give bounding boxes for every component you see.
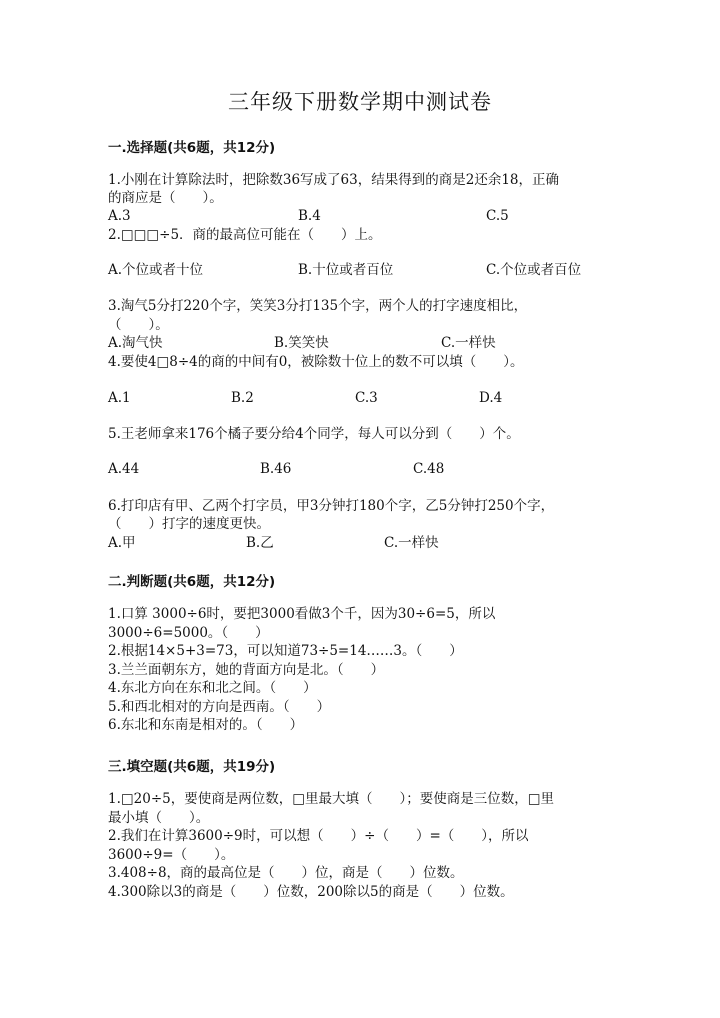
section-header-fill-in: 三.填空题(共6题，共19分) (108, 759, 276, 775)
question-text: 的商应是（ ）。 (108, 190, 223, 206)
option-a: A.淘气快 (108, 335, 163, 351)
question-text: 5.王老师拿来176个橘子要分给4个同学，每人可以分到（ ）个。 (108, 426, 520, 442)
question-text: 3000÷6=5000。（ ） (108, 625, 269, 641)
option-b: B.乙 (246, 535, 274, 551)
option-c: C.5 (486, 208, 509, 224)
option-b: B.笑笑快 (274, 335, 329, 351)
question-text: 2.根据14×5+3=73，可以知道73÷5=14……3。（ ） (108, 643, 463, 659)
question-text: 3.淘气5分打220个字，笑笑3分打135个字，两个人的打字速度相比， (108, 298, 528, 314)
option-c: C.48 (413, 461, 445, 477)
option-b: B.2 (231, 390, 254, 406)
question-text: 4.东北方向在东和北之间。（ ） (108, 680, 317, 696)
option-a: A.44 (108, 461, 140, 477)
option-a: A.3 (108, 208, 131, 224)
page-title: 三年级下册数学期中测试卷 (228, 90, 492, 114)
question-text: 6.打印店有甲、乙两个打字员，甲3分钟打180个字，乙5分钟打250个字， (108, 498, 555, 514)
question-text: 2.□□□÷5．商的最高位可能在（ ）上。 (108, 227, 382, 243)
question-text: 1.口算 3000÷6时，要把3000看做3个千，因为30÷6=5，所以 (108, 606, 496, 622)
question-text: 4.300除以3的商是（ ）位数，200除以5的商是（ ）位数。 (108, 884, 514, 900)
question-text: 5.和西北相对的方向是西南。（ ） (108, 699, 331, 715)
option-b: B.十位或者百位 (298, 262, 394, 278)
option-c: C.一样快 (384, 535, 439, 551)
option-c: C.个位或者百位 (486, 262, 582, 278)
option-c: C.一样快 (441, 335, 496, 351)
option-b: B.4 (298, 208, 321, 224)
question-text: 2.我们在计算3600÷9时，可以想（ ）÷（ ）=（ ），所以 (108, 828, 529, 844)
question-text: 6.东北和东南是相对的。（ ） (108, 717, 304, 733)
option-a: A.1 (108, 390, 131, 406)
question-text: （ ）。 (108, 317, 169, 333)
question-text: 1.□20÷5，要使商是两位数，□里最大填（ ）；要使商是三位数，□里 (108, 791, 554, 807)
question-text: 1.小刚在计算除法时，把除数36写成了63，结果得到的商是2还余18，正确 (108, 172, 560, 188)
question-text: 3.408÷8，商的最高位是（ ）位，商是（ ）位数。 (108, 865, 464, 881)
question-text: 最小填（ ）。 (108, 810, 210, 826)
option-a: A.个位或者十位 (108, 262, 204, 278)
question-text: 4.要使4□8÷4的商的中间有0，被除数十位上的数不可以填（ ）。 (108, 354, 524, 370)
option-a: A.甲 (108, 535, 136, 551)
option-b: B.46 (260, 461, 292, 477)
option-c: C.3 (355, 390, 378, 406)
option-d: D.4 (479, 390, 503, 406)
section-header-judgment: 二.判断题(共6题，共12分) (108, 574, 276, 590)
question-text: 3.兰兰面朝东方，她的背面方向是北。（ ） (108, 662, 385, 678)
section-header-choice: 一.选择题(共6题，共12分) (108, 140, 276, 156)
question-text: （ ）打字的速度更快。 (108, 516, 270, 532)
question-text: 3600÷9=（ ）。 (108, 847, 235, 863)
